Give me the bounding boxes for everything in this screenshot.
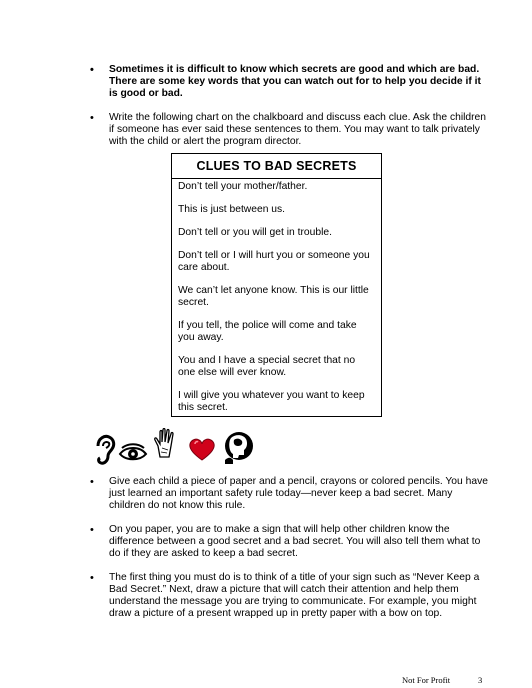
clue-item: Don’t tell or you will get in trouble. (178, 227, 332, 238)
intro-bullet-list (88, 64, 488, 160)
bullet-key-words: • Sometimes it is difficult to know which secrets are good and which are bad. There are some key words that you can watch out for to help you decide if it is good or bad. (88, 64, 488, 100)
bullet-chalkboard-instructions: • Write the following chart on the chalkboard and discuss each clue. Ask the children if someone has ever said these sentences to them. You may want to talk privately with the child or alert the program director. (88, 112, 488, 148)
footer-label: Not For Profit (402, 675, 451, 685)
clue-item: Don’t tell your mother/father. (178, 181, 308, 192)
eye-icon (118, 442, 148, 464)
clue-item: We can’t let anyone know. This is our little secret. (178, 285, 369, 308)
bullet-make-sign: • On you paper, you are to make a sign that will help other children know the difference between a good secret and a bad secret. You will also tell them what to do if they are asked to keep a bad secret. (88, 524, 488, 560)
bullet-title-and-picture: • The first thing you must do is to think of a title of your sign such as “Never Keep a Bad Secret.” Next, draw a picture that will catch their attention and help them understand the message you are trying to communicate. For example, you might draw a picture of a present wrapped up in pretty paper with a bow on top. (88, 572, 488, 620)
ear-icon (94, 434, 116, 466)
clues-chart-title: CLUES TO BAD SECRETS (172, 154, 381, 179)
hand-icon (152, 428, 178, 458)
head-icon (222, 430, 254, 466)
page-number: 3 (478, 675, 483, 685)
senses-icon-row (94, 428, 274, 468)
clues-list (172, 179, 381, 414)
clues-chart (171, 153, 382, 417)
activity-bullet-list (88, 476, 488, 632)
clue-item: You and I have a special secret that no one else will ever know. (178, 355, 356, 378)
clue-item: Don’t tell or I will hurt you or someone you care about. (178, 250, 370, 273)
clue-item: This is just between us. (178, 204, 286, 215)
heart-icon (188, 438, 216, 462)
clue-item: If you tell, the police will come and take you away. (178, 320, 357, 343)
clue-item: I will give you whatever you want to keep this secret. (178, 390, 365, 413)
bullet-give-paper: • Give each child a piece of paper and a pencil, crayons or colored pencils. You have just learned an important safety rule today—never keep a bad secret. Many children do not know this rule. (88, 476, 488, 512)
